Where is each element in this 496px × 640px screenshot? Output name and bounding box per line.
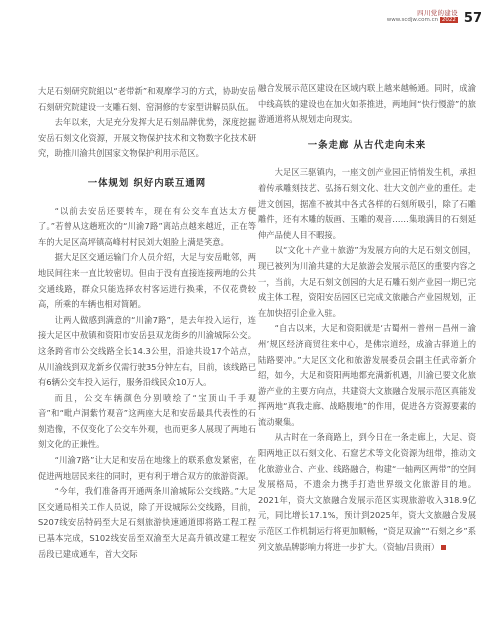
body-paragraph: 据大足区交通运输门介人员介绍，大足与安岳毗邻，两地民间往来一直比较密切。但由于没有直接连接两地的公共交通线路，群众只能选择农村客运进行换乘，不仅花费较高，所乘的车辆也相对简陋。 bbox=[38, 252, 256, 310]
section-heading: 一条走廊 从古代走向未来 bbox=[307, 139, 427, 151]
body-paragraph: 融合发展示范区建设在区域内联上越来越畅通。同时，成渝中线高铁的建设也在加火如荼推进，两地间“快行慢游”的旅游通道将从规划走向现实。 bbox=[258, 83, 476, 125]
body-paragraph: 而且，公交车辆颜色分别喷绘了“宝顶山千手观音”和“毗卢洞紫竹观音”这两座大足和安岳最具代表性的石刻造像，不仅变化了公交车外观，也而更多人展现了两地石刻文化的正兼性。 bbox=[38, 392, 256, 450]
section-heading: 一体规划 织好内联互通网 bbox=[87, 177, 207, 189]
body-paragraph-text: 从古时在一条商路上，到今日在一条走廊上，大足、资阳两地正以石刻文化、石窟艺术等文化资源为纽带，推动文化旅游业合、产业、线路融合，构建“一轴两区两带”的空间发展格局，不遗余力携手打造世界级文化旅游目的地。2021年，资大文旅融合发展示范区实现旅游收入318.9亿元，同比增长17.1%，预计到2025年，资大文旅融合发展示范区工作机制运行将更加顺畅，“资足双渝”“石刻之乡”系列文旅品牌影响力将进一步扩大。（资轴/吕贵雨） bbox=[258, 432, 476, 552]
body-paragraph: “自古以来，大足和资阳就是‘古蜀州－普州－昌州－渝州’规区经济商贸往来中心，是佛宗道经，成渝古驿道上的陆路要冲。”大足区文化和旅游发展委员会副主任武帝新介绍，如今，大足和资阳两地都充满新机遇，川渝已要文化旅游产业的主要方向点，共建资大文旅融合发展示范区真能发挥两地“真我走廊、战略腹地”的作用，促进各方资源要素的流动聚集。 bbox=[258, 323, 476, 427]
body-paragraph: 大足石刻研究院組以“老带新”和观摩学习的方式，协助安岳石刻研究院建设一支雕石刻、窑洞修的专家型讲解员队伍。 bbox=[38, 86, 256, 112]
body-paragraph: “以前去安岳还要转车，现在有公交车直达太方便了。”若曾从这趟班次的“川渝7路”离站点越来越近，正在等车的大足区高坪镇高峰村村民刘大姐脸上满是笑意。 bbox=[38, 205, 256, 247]
right-column bbox=[258, 81, 476, 555]
body-paragraph: 去年以来，大足充分发挥大足石刻品牌优势，深度挖掘安岳石刻文化资源，开展文物保护技术和文物数字化技术研究，助推川渝共创国家文物保护利用示范区。 bbox=[38, 117, 256, 159]
magazine-url-text: www.scdjw.com.cn bbox=[386, 17, 439, 24]
page-number: 57 bbox=[463, 11, 482, 26]
magazine-url bbox=[387, 17, 458, 23]
body-paragraph: “今年，我们准备再开通两条川渝城际公交线路。”大足区交通局相关工作人员说，除了开设城际公交线路，目前，S207线安岳特码至大足石刻旅游快速通道即将路工程工程已基本完成，S102线安岳至双渝至大足高升镇改建工程安岳段已建成通车，首大交际 bbox=[38, 486, 256, 559]
body-paragraph: “川渝7路”让大足和安岳在地缘上的联系愈发紧密，在促进两地居民来往的同时，更有利于增合双方的旅游资源。 bbox=[38, 455, 256, 481]
body-paragraph-final bbox=[258, 430, 476, 555]
end-mark-icon bbox=[441, 545, 446, 550]
page-header bbox=[387, 10, 482, 36]
body-paragraph: 以“文化＋产业＋旅游”为发展方向的大足石刻文创园，现已被列为川渝共建的大足旅游会发展示范区的重要内容之一，当前，大足石刻文创园的大足石雕石刻产业园一期已完成主体工程，资阳安岳园区已完成文旅融合产业园规划，正在加快招引企业入驻。 bbox=[258, 245, 476, 318]
left-column bbox=[38, 84, 256, 562]
year-badge: 2022 bbox=[441, 17, 456, 24]
magazine-masthead bbox=[387, 10, 458, 23]
body-paragraph: 让两人做感到满意的“川渝7路”，是去年投入运行，连接大足区中敖镇和资阳市安岳县双龙街乡的川渝城际公交。这条跨省市公交线路全长14.3公里，沿途共设17个站点，从川渝线到双龙新乡仅需行驶35分钟左右，目前，该线路已有6辆公交车投入运行，服务沿线民众10万人。 bbox=[38, 314, 256, 388]
magazine-name: 四川党的建设 bbox=[417, 9, 458, 17]
body-paragraph: 大足区三驱镇内，一座文创产业园正悄悄发生机，承担着传承雕刻技艺、弘扬石刻文化、壮大文创产业的重任。走进文创园，据准不被其中各式各样的石刻所吸引，除了石雕雕件，还有木雕的版画、玉雕的观音……集琅满目的石刻延伸产品使人目不暇接。 bbox=[258, 167, 476, 240]
